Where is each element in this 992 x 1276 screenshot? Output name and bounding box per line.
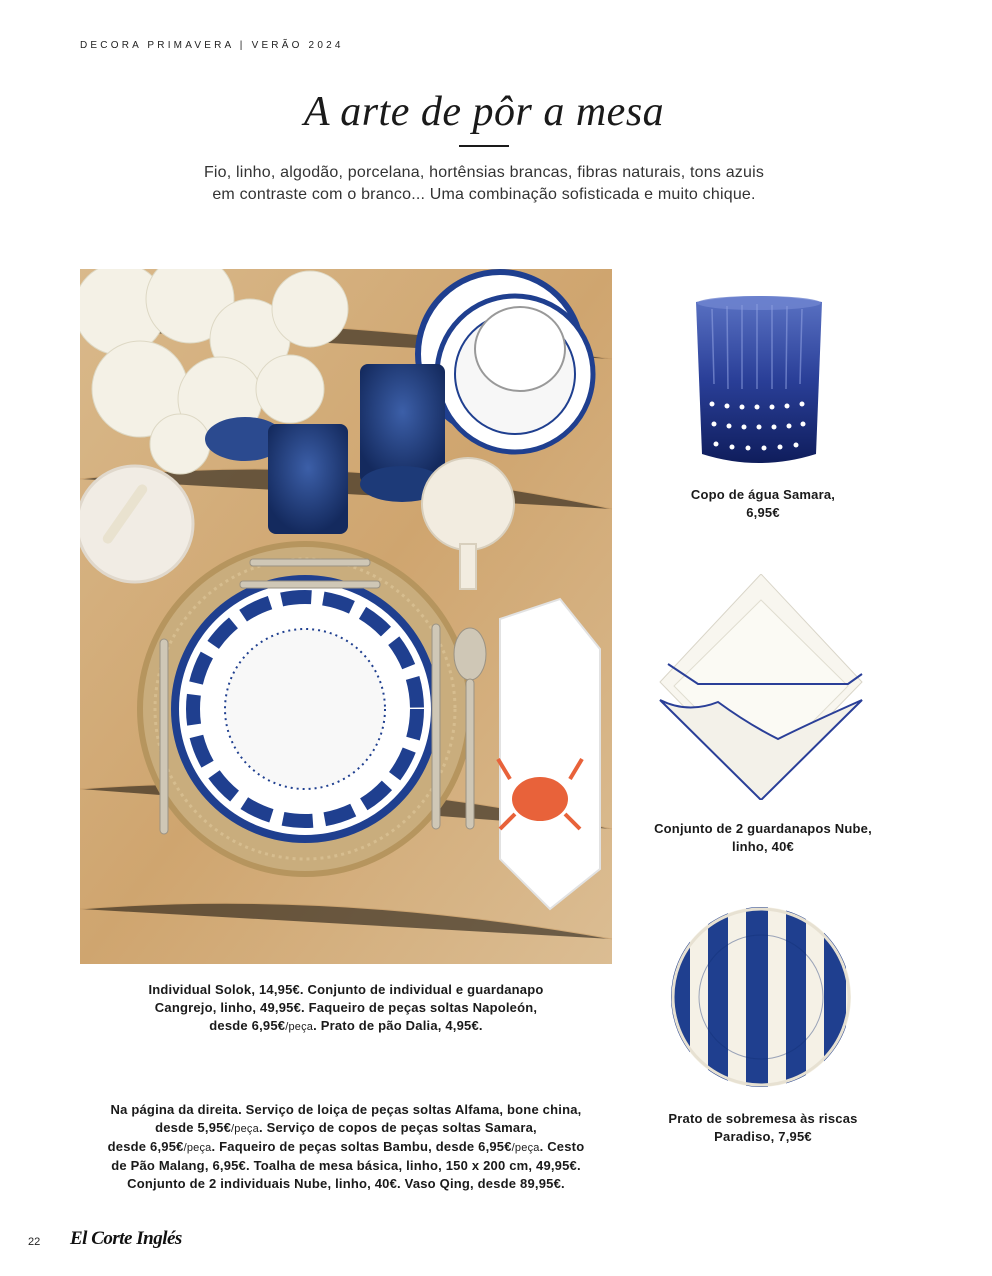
price-text: desde 6,95€ (209, 1018, 286, 1033)
table-setting-photo (80, 269, 612, 964)
unit-text: /peça (183, 1142, 212, 1154)
right-caption-line-4: de Pão Malang, 6,95€. Toalha de mesa básica, linho, 150 x 200 cm, 49,95€. (111, 1158, 581, 1173)
brand-logo: El Corte Inglés (70, 1228, 182, 1249)
unit-text: /peça (231, 1123, 259, 1135)
right-caption-line-5: Conjunto de 2 individuais Nube, linho, 40€. Vaso Qing, desde 89,95€. (127, 1176, 565, 1191)
product-price: 6,95€ (746, 505, 780, 520)
napkins-illustration (658, 574, 864, 800)
product-name: Prato de sobremesa às riscas (668, 1111, 858, 1126)
main-caption-line-3 (80, 1017, 612, 1036)
nube-napkins-photo (658, 574, 864, 800)
price-text: desde 6,95€ (107, 1139, 184, 1154)
product-caption-glass (640, 486, 886, 522)
product-name: Conjunto de 2 guardanapos Nube, (654, 821, 872, 836)
samara-glass-photo (692, 294, 826, 468)
section-label: DECORA PRIMAVERA | VERÃO 2024 (80, 40, 344, 51)
main-caption-line-2: Cangrejo, linho, 49,95€. Faqueiro de peças soltas Napoleón, (154, 1000, 538, 1015)
caption-text: . Faqueiro de peças soltas Bambu, desde 6,95€ (211, 1139, 512, 1154)
crab-napkin (498, 599, 600, 909)
page-number: 22 (28, 1236, 41, 1248)
unit-text: /peça (285, 1021, 314, 1033)
unit-text: /peça (511, 1142, 540, 1154)
main-photo-caption (80, 981, 612, 1036)
intro-text (150, 162, 818, 206)
paradiso-plate-photo (668, 904, 854, 1090)
water-glass-illustration (692, 294, 826, 468)
main-caption-line-1: Individual Solok, 14,95€. Conjunto de individual e guardanapo (148, 982, 544, 997)
product-price: linho, 40€ (732, 839, 794, 854)
blue-white-plates (175, 579, 435, 839)
product-name: Copo de água Samara, (690, 487, 836, 502)
right-caption-line-2 (80, 1119, 612, 1138)
price-text: desde 5,95€ (155, 1120, 232, 1135)
product-caption-napkins (640, 820, 886, 856)
product-caption-plate (640, 1110, 886, 1146)
striped-plate-illustration (668, 904, 854, 1090)
crab-icon (512, 777, 568, 821)
table-setting-illustration (80, 269, 612, 964)
caption-text: . Serviço de copos de peças soltas Samara, (258, 1120, 537, 1135)
page-title: A arte de pôr a mesa (303, 89, 665, 135)
caption-text: . Cesto (539, 1139, 585, 1154)
product-price: Paradiso, 7,95€ (714, 1129, 812, 1144)
intro-line-2: em contraste com o branco... Uma combinação sofisticada e muito chique. (212, 186, 756, 203)
title-divider (459, 145, 509, 147)
right-caption-line-3 (80, 1138, 612, 1157)
caption-text: . Prato de pão Dalia, 4,95€. (313, 1018, 483, 1033)
right-caption-line-1: Na página da direita. Serviço de loiça de peças soltas Alfama, bone china, (110, 1102, 582, 1117)
intro-line-1: Fio, linho, algodão, porcelana, hortênsias brancas, fibras naturais, tons azuis (203, 164, 765, 181)
bread-plate (80, 466, 193, 582)
right-page-caption (80, 1101, 612, 1193)
